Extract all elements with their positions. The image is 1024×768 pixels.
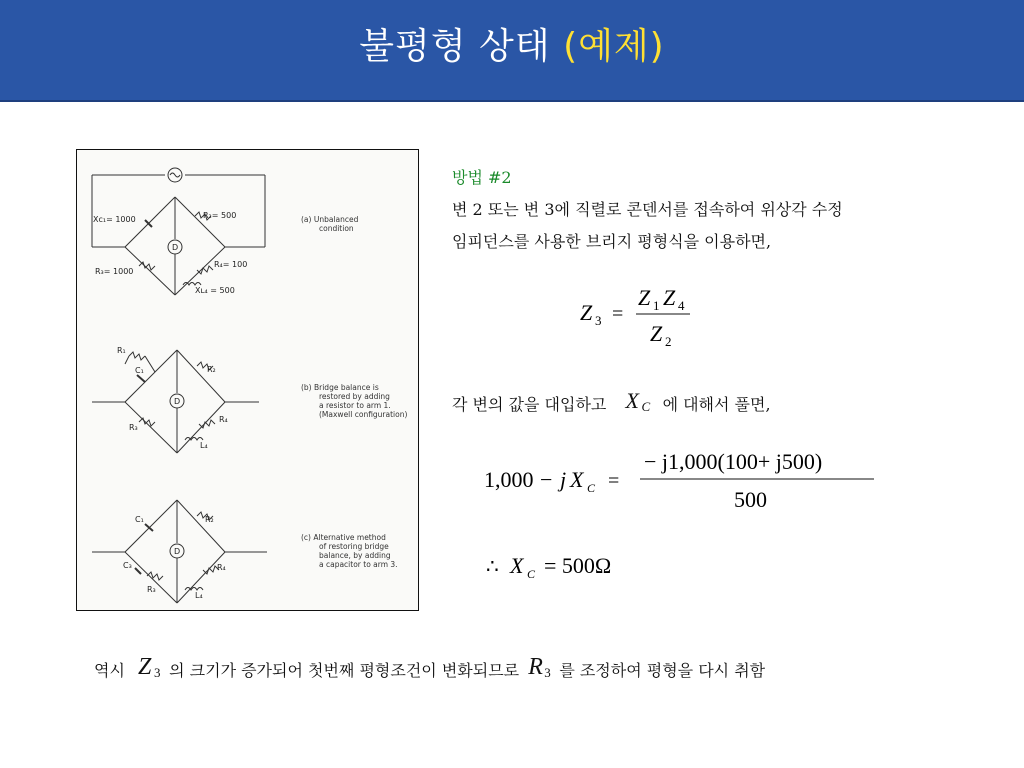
eq1-num-b-sub: 4: [678, 298, 685, 313]
label-d-b: D: [174, 397, 181, 406]
label-xc1: Xc₁= 1000: [93, 215, 136, 224]
caption-a-line2: condition: [319, 224, 354, 233]
eq1-num-a-sub: 1: [653, 298, 660, 313]
eq1-equals: =: [612, 303, 624, 325]
label-l4-b: L₄: [200, 441, 208, 450]
bridge-circuit-svg: [77, 150, 418, 610]
label-l4-c: L₄: [195, 591, 203, 600]
caption-b-line1: (b) Bridge balance is: [301, 383, 379, 392]
caption-b-line3: a resistor to arm 1.: [319, 401, 391, 410]
caption-c-line4: a capacitor to arm 3.: [319, 560, 398, 569]
slide-title: [0, 18, 1024, 69]
footer-r-sub: 3: [544, 665, 551, 680]
eq3-x: X: [510, 553, 524, 578]
label-d-c: D: [174, 547, 181, 556]
label-r3-b: R₃: [129, 423, 138, 432]
eq1-lhs-sub: 3: [595, 313, 602, 328]
caption-c-line3: balance, by adding: [319, 551, 391, 560]
substitution-text: [452, 388, 771, 414]
label-c1-c: C₁: [135, 515, 144, 524]
label-xl4: Xʟ₄ = 500: [195, 286, 235, 295]
caption-a-line1: (a) Unbalanced: [301, 215, 359, 224]
footer-z-sub: 3: [154, 665, 161, 680]
bridge-circuit-figure: [76, 149, 419, 611]
xc-inline-sub: C: [641, 399, 651, 414]
xc-inline-var: X: [625, 388, 639, 413]
method-heading: 방법 #2: [452, 168, 512, 187]
eq2-lhs-num: 1,000: [484, 467, 534, 492]
equation-bridge-balance: [580, 283, 720, 353]
label-r4-c: R₄: [217, 563, 226, 572]
substitution-before: 각 변의 값을 대입하고: [452, 395, 607, 414]
eq1-num-a: Z: [638, 285, 651, 310]
footer-text-1: 역시: [94, 661, 125, 680]
caption-b-line2: restored by adding: [319, 392, 390, 401]
eq2-numerator: − j1,000(100+ j500): [644, 449, 823, 474]
label-r2-a: R₂= 500: [203, 211, 237, 220]
eq3-x-sub: C: [527, 567, 536, 581]
title-accent: (예제): [563, 26, 665, 67]
caption-c-line2: of restoring bridge: [319, 542, 389, 551]
footer-text-3: 를 조정하여 평형을 다시 취함: [559, 661, 766, 680]
label-c3-c: C₃: [123, 561, 132, 570]
eq1-num-b: Z: [663, 285, 676, 310]
equation-result: [486, 547, 686, 587]
footer-z: Z: [138, 654, 152, 680]
description-line-1: 변 2 또는 변 3에 직렬로 콘덴서를 접속하여 위상각 수정: [452, 200, 843, 219]
description-line-2: 임피던스를 사용한 브리지 평형식을 이용하면,: [452, 232, 772, 251]
label-r3-a: R₃= 1000: [95, 267, 134, 276]
eq3-rhs: = 500Ω: [544, 553, 612, 578]
label-r1-b: R₁: [117, 346, 126, 355]
label-r4-a: R₄= 100: [214, 260, 248, 269]
equation-substitution: [484, 447, 884, 517]
footer-note: [94, 654, 766, 681]
label-r2-c: R₂: [205, 515, 214, 524]
title-bar: [0, 0, 1024, 102]
eq2-x-sub: C: [587, 481, 596, 495]
eq2-equals: =: [608, 470, 620, 492]
label-c1-b: C₁: [135, 366, 144, 375]
xc-inline: [611, 388, 657, 414]
footer-r: R: [528, 654, 543, 680]
footer-text-2: 의 크기가 증가되어 첫번째 평형조건이 변화되므로: [169, 661, 520, 680]
eq2-x: X: [570, 467, 584, 492]
label-d-a: D: [172, 243, 179, 252]
caption-b-line4: (Maxwell configuration): [319, 410, 408, 419]
eq2-minus: −: [540, 467, 553, 492]
footer-r3: [524, 654, 554, 680]
label-r3-c: R₃: [147, 585, 156, 594]
label-r2-b: R₂: [207, 365, 216, 374]
eq2-j: j: [560, 467, 567, 492]
eq1-lhs: Z: [580, 300, 593, 325]
footer-z3: [130, 654, 164, 680]
eq1-den: Z: [650, 321, 663, 346]
eq2-denominator: 500: [734, 487, 767, 512]
title-main: 불평형 상태: [359, 26, 551, 67]
eq1-den-sub: 2: [665, 334, 672, 349]
substitution-after: 에 대해서 풀면,: [662, 395, 771, 414]
label-r4-b: R₄: [219, 415, 228, 424]
caption-c-line1: (c) Alternative method: [301, 533, 386, 542]
eq3-therefore: ∴: [486, 556, 499, 578]
sine-wave-icon: [170, 173, 180, 177]
